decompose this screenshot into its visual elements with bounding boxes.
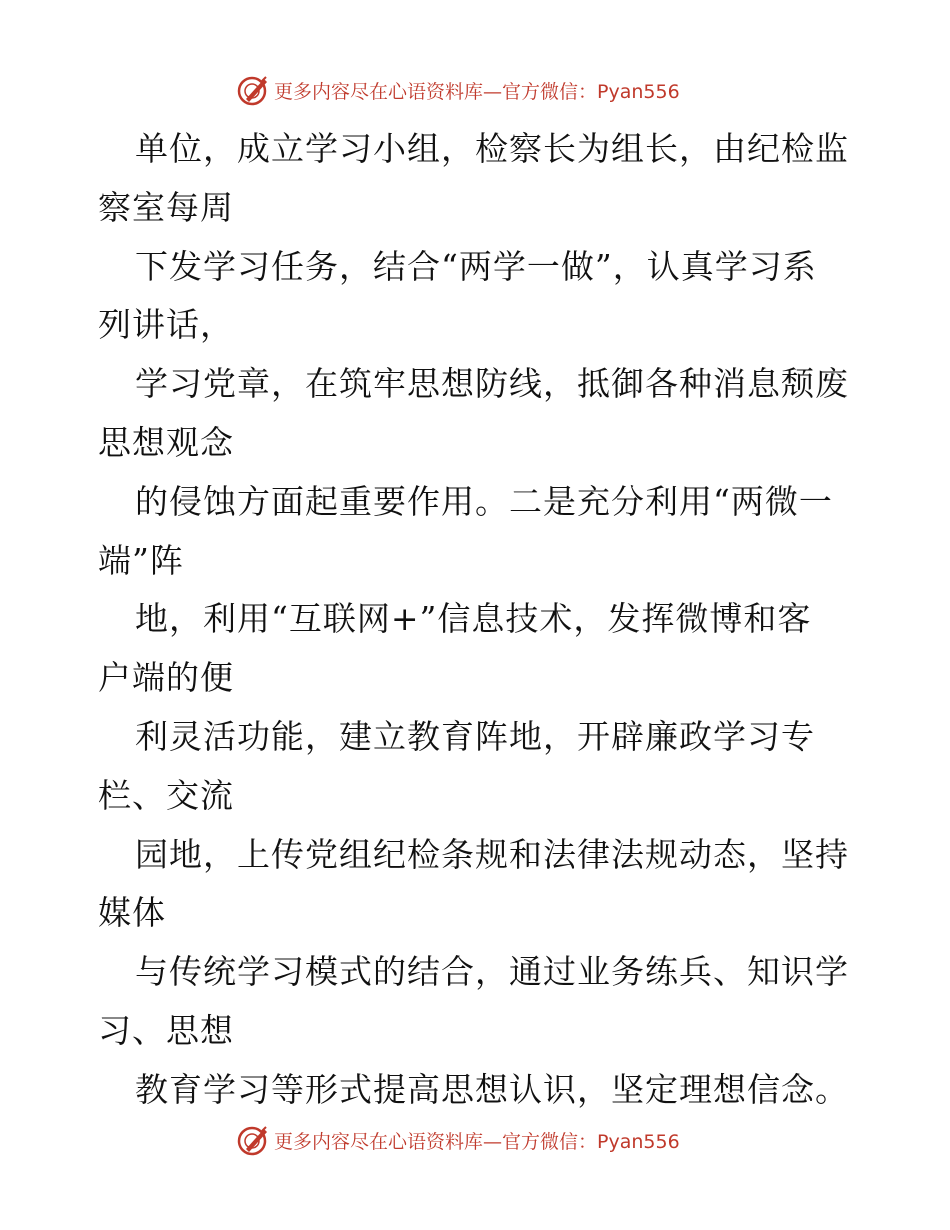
watermark-text: 更多内容尽在心语资料库—官方微信：Pyan556 <box>274 80 680 103</box>
header-watermark <box>236 72 680 108</box>
document-body <box>98 120 858 1120</box>
text-line: 户端的便 <box>98 658 234 698</box>
text-line: 单位，成立学习小组，检察长为组长，由纪检监 <box>135 129 849 168</box>
wechat-handle: Pyan556 <box>597 80 680 103</box>
text-line: 端”阵 <box>98 540 184 580</box>
text-line: 学习党章，在筑牢思想防线，抵御各种消息颓废 <box>135 364 849 404</box>
text-line: 列讲话， <box>98 305 234 345</box>
watermark-text: 更多内容尽在心语资料库—官方微信：Pyan556 <box>274 1130 680 1153</box>
text-line: 栏、交流 <box>98 775 234 815</box>
text-line: 利灵活功能，建立教育阵地，开辟廉政学习专 <box>135 716 815 756</box>
text-line: 习、思想 <box>98 1010 234 1050</box>
pen-logo-icon <box>236 73 270 107</box>
text-line: 与传统学习模式的结合，通过业务练兵、知识学 <box>135 952 849 992</box>
text-line: 思想观念 <box>98 422 234 462</box>
pen-logo-icon <box>236 1123 270 1157</box>
text-line: 的侵蚀方面起重要作用。二是充分利用“两微一 <box>135 481 833 521</box>
text-line: 媒体 <box>98 893 166 933</box>
text-line: 地，利用“互联网+”信息技术，发挥微博和客 <box>135 599 812 639</box>
wechat-handle: Pyan556 <box>597 1130 680 1153</box>
footer-watermark <box>236 1122 680 1158</box>
text-line: 察室每周 <box>98 187 234 227</box>
text-line: 教育学习等形式提高思想认识，坚定理想信念。 <box>135 1069 849 1109</box>
text-line: 下发学习任务，结合“两学一做”，认真学习系 <box>135 246 817 286</box>
text-line: 园地，上传党组纪检条规和法律法规动态，坚持 <box>135 834 849 874</box>
